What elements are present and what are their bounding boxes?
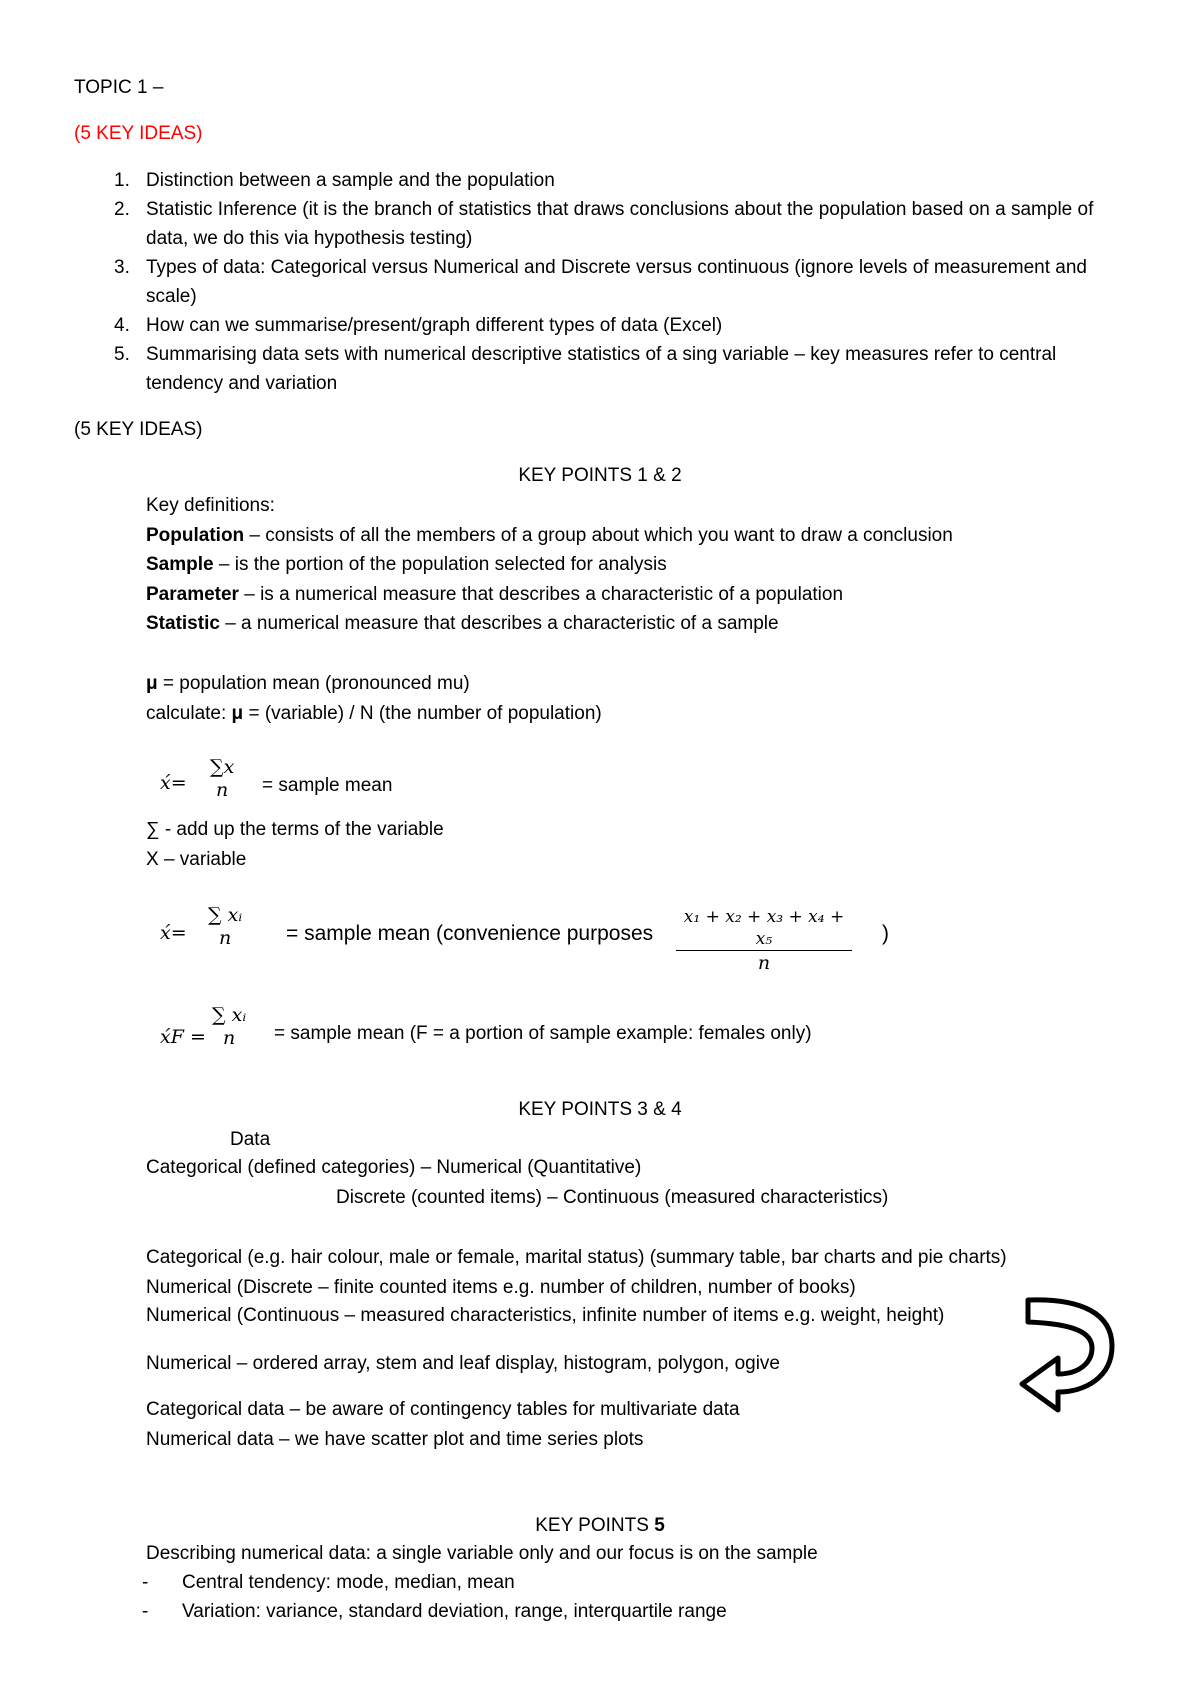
formula3-lhs: x́F =	[160, 1026, 206, 1048]
numerical-graphs-line: Numerical – ordered array, stem and leaf display, histogram, polygon, ogive	[146, 1353, 780, 1374]
describing-line: Describing numerical data: a single variable only and our focus is on the sample	[146, 1543, 818, 1564]
calc-prefix: calculate:	[146, 703, 232, 724]
formula1-lhs: x́=	[160, 772, 187, 794]
list-number: 2.	[114, 199, 130, 220]
formula2-close: )	[882, 922, 889, 945]
formula3-label: = sample mean (F = a portion of sample example: females only)	[274, 1023, 812, 1044]
def-term: Parameter	[146, 584, 239, 605]
formula2-label: = sample mean (convenience purposes	[286, 922, 654, 945]
def-term: Population	[146, 525, 245, 546]
list-number: 4.	[114, 315, 130, 336]
formula2-expanded-fraction	[676, 906, 852, 975]
kp12-heading: KEY POINTS 1 & 2	[518, 465, 682, 486]
disc-cont-line: Discrete (counted items) – Continuous (measured characteristics)	[336, 1187, 889, 1208]
def-text: – is a numerical measure that describes a characteristic of a population	[238, 584, 844, 605]
formula2-lhs: x́=	[160, 922, 187, 944]
kp5-heading-prefix: KEY POINTS	[535, 1515, 655, 1536]
mu-definition	[146, 672, 470, 696]
list-item: - Central tendency: mode, median, mean	[142, 1568, 727, 1597]
def-text: – consists of all the members of a group about which you want to draw a conclusion	[244, 525, 953, 546]
key-ideas-list	[74, 166, 1134, 398]
formula1-numerator: ∑x	[210, 756, 235, 778]
list-number: 5.	[114, 344, 130, 365]
formula3-numerator: ∑ xᵢ	[212, 1004, 247, 1026]
categorical-line: Categorical (e.g. hair colour, male or female, marital status) (summary table, bar charts and pie charts)	[146, 1247, 1007, 1268]
formula2-denominator: n	[218, 927, 232, 949]
formula2-fraction	[206, 904, 244, 950]
key-ideas-heading-black: (5 KEY IDEAS)	[74, 419, 203, 440]
list-text: Statistic Inference (it is the branch of statistics that draws conclusions about the population based on a sample of data, we do this via hypothesis testing)	[146, 199, 1094, 249]
formula1-denominator: n	[216, 779, 229, 801]
def-text: – a numerical measure that describes a characteristic of a sample	[219, 613, 779, 634]
kp5-heading	[0, 1514, 1200, 1538]
numerical-discrete-line: Numerical (Discrete – finite counted items e.g. number of children, number of books)	[146, 1277, 856, 1298]
key-definitions-label: Key definitions:	[146, 495, 275, 516]
data-label: Data	[230, 1129, 271, 1150]
list-item	[74, 311, 1134, 340]
topic-title: TOPIC 1 –	[74, 77, 164, 98]
def-term: Sample	[146, 554, 214, 575]
curved-arrow-icon	[1012, 1292, 1120, 1420]
formula3-fraction	[210, 1004, 248, 1050]
def-text: – is the portion of the population selected for analysis	[213, 554, 667, 575]
kp5-heading-number: 5	[654, 1515, 665, 1536]
formula1-label: = sample mean	[262, 775, 393, 796]
list-item	[74, 195, 1134, 253]
list-item: - Variation: variance, standard deviation, range, interquartile range	[142, 1597, 727, 1626]
formula1-fraction	[208, 756, 236, 802]
kp34-heading: KEY POINTS 3 & 4	[518, 1099, 682, 1120]
mu-symbol: μ	[231, 703, 244, 724]
x-definition: X – variable	[146, 849, 247, 870]
list-item	[74, 253, 1134, 311]
def-term: Statistic	[146, 613, 220, 634]
numerical-scatter-line: Numerical data – we have scatter plot and time series plots	[146, 1429, 644, 1450]
def-population	[146, 524, 953, 548]
def-sample	[146, 553, 667, 577]
formula3-denominator: n	[222, 1027, 236, 1049]
numerical-continuous-line: Numerical (Continuous – measured characteristics, infinite number of items e.g. weight, height)	[146, 1305, 945, 1326]
list-text: How can we summarise/present/graph different types of data (Excel)	[146, 315, 723, 336]
list-text: Summarising data sets with numerical descriptive statistics of a sing variable – key measures refer to central tendency and variation	[146, 344, 1057, 394]
formula2-expanded-numerator: x₁ + x₂ + x₃ + x₄ + x₅	[676, 906, 852, 951]
list-text: Distinction between a sample and the population	[146, 170, 555, 191]
list-item	[74, 340, 1134, 398]
kp5-list	[142, 1568, 727, 1626]
cat-num-line: Categorical (defined categories) – Numerical (Quantitative)	[146, 1157, 642, 1178]
list-item	[74, 166, 1134, 195]
mu-symbol: μ	[146, 673, 158, 694]
sigma-definition: ∑ - add up the terms of the variable	[146, 819, 444, 840]
categorical-contingency-line: Categorical data – be aware of contingency tables for multivariate data	[146, 1399, 740, 1420]
mu-calculate	[146, 702, 602, 726]
def-parameter	[146, 583, 843, 607]
key-ideas-heading-red: (5 KEY IDEAS)	[74, 123, 203, 144]
formula2-expanded-denominator: n	[757, 952, 771, 974]
calc-text: = (variable) / N (the number of population)	[243, 703, 602, 724]
def-statistic	[146, 612, 779, 636]
list-number: 3.	[114, 257, 130, 278]
list-text: Types of data: Categorical versus Numerical and Discrete versus continuous (ignore levels of measurement and scale)	[146, 257, 1087, 307]
list-number: 1.	[114, 170, 130, 191]
mu-text: = population mean (pronounced mu)	[157, 673, 470, 694]
formula2-numerator: ∑ xᵢ	[208, 904, 243, 926]
